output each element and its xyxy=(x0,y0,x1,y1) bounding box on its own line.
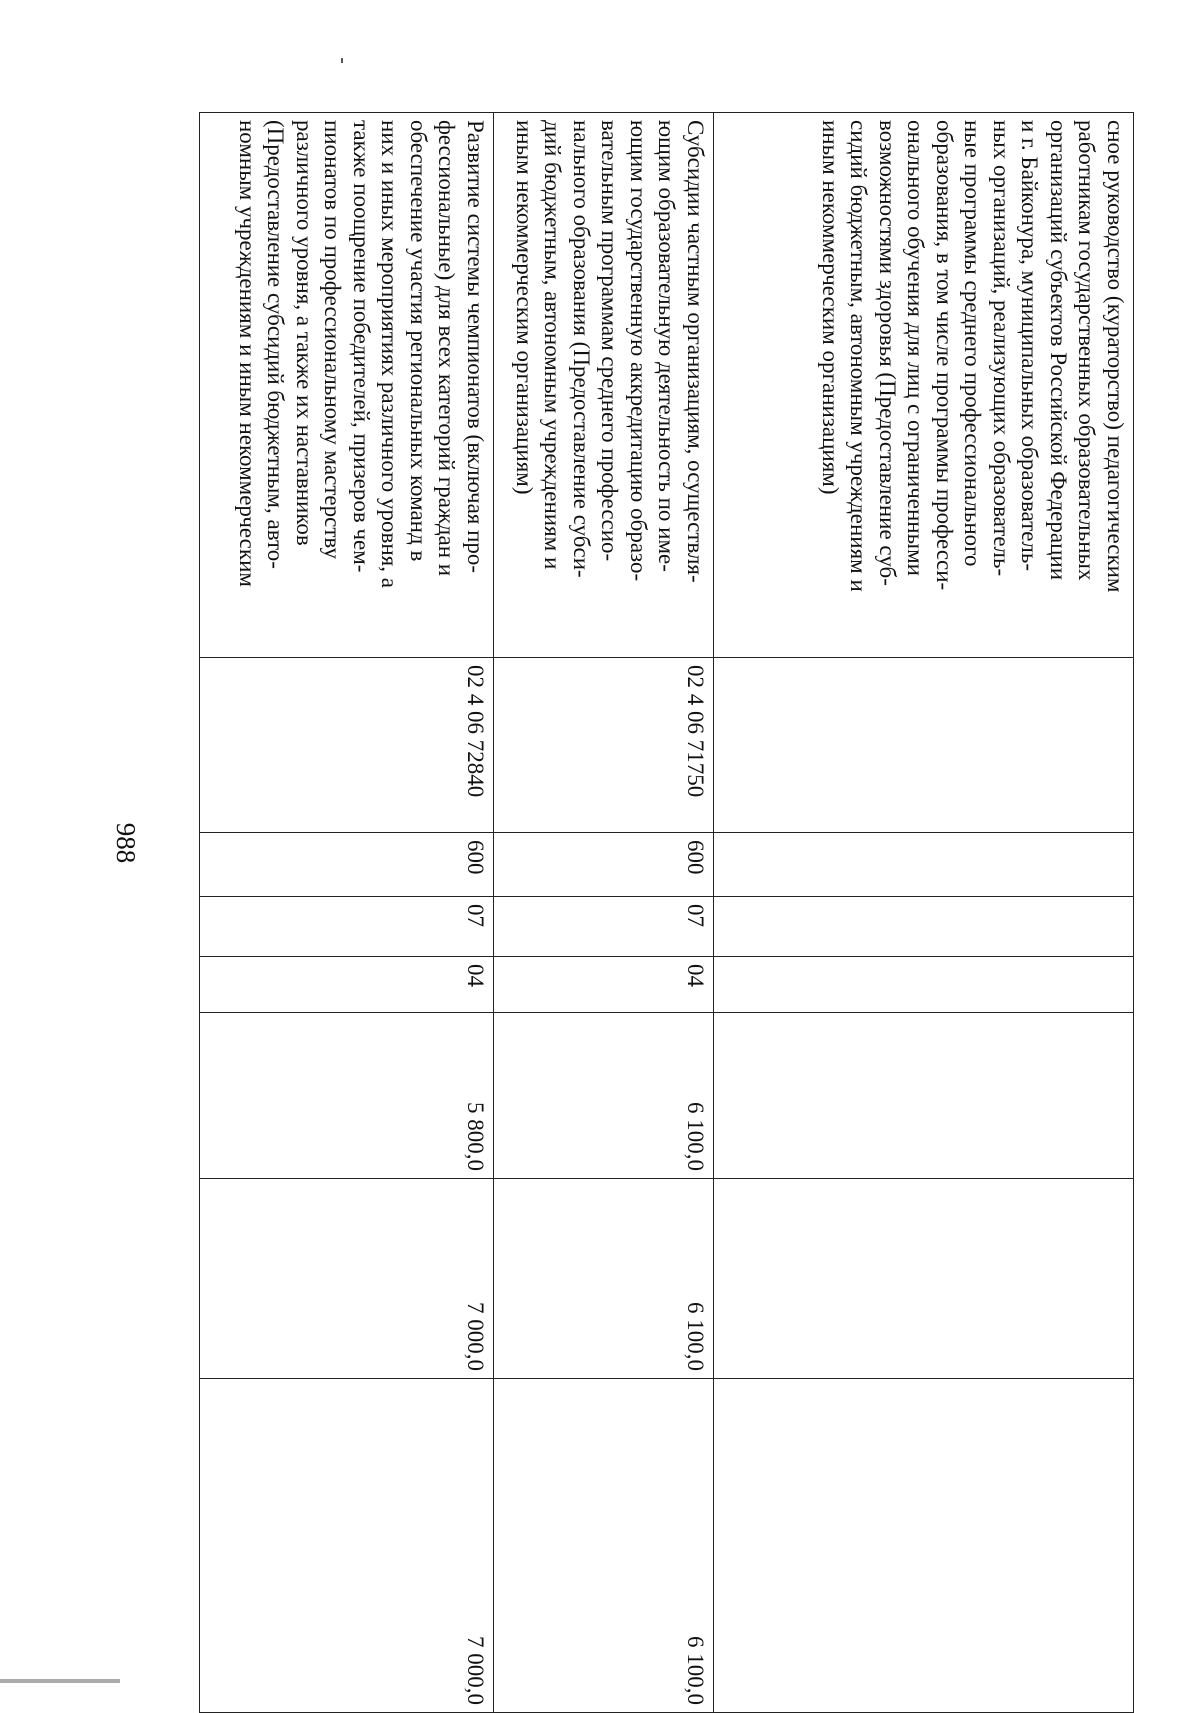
scan-artifact-edge xyxy=(0,1679,120,1683)
scan-artifact-dot xyxy=(341,58,343,63)
amount-year2-cell: 7 000,0 xyxy=(200,1179,494,1379)
expense-type-cell xyxy=(714,833,1134,897)
budget-table xyxy=(199,112,1134,1713)
table-row xyxy=(494,113,714,1713)
row-description: Субсидии частным организациям, осуществля- ющим образовательную деятельность по име- ющим государственную аккредитацию образо- вательным программам среднего профессио- нального образования (Предоставление субси- дий бюджетным, автономным учреждениям и иным некоммерческим организациям) xyxy=(494,113,714,658)
subsection-cell xyxy=(714,957,1134,1013)
amount-year2-cell: 6 100,0 xyxy=(494,1179,714,1379)
section-cell: 07 xyxy=(200,897,494,957)
table-row xyxy=(200,113,494,1713)
amount-year3-cell: 6 100,0 xyxy=(494,1379,714,1713)
row-description: сное руководство (кураторство) педагогическим работникам государственных образовательных организаций субъектов Российской Федерации и г. Байконура, муниципальных образователь- ных организаций, реализующих образователь- ные программы среднего профессионального образования, в том числе программы професси- онального обучения для лиц с ограниченными возможностями здоровья (Предоставление суб- сидий бюджетным, автономным учреждениям и иным некоммерческим организациям) xyxy=(714,113,1134,658)
amount-year3-cell: 7 000,0 xyxy=(200,1379,494,1713)
table-row xyxy=(714,113,1134,1713)
amount-year3-cell xyxy=(714,1379,1134,1713)
section-cell: 07 xyxy=(494,897,714,957)
expense-type-cell: 600 xyxy=(200,833,494,897)
subsection-cell: 04 xyxy=(494,957,714,1013)
amount-year1-cell xyxy=(714,1013,1134,1179)
target-code-cell xyxy=(714,658,1134,833)
section-cell xyxy=(714,897,1134,957)
target-code-cell: 02 4 06 71750 xyxy=(494,658,714,833)
page-number: 988 xyxy=(111,822,141,864)
subsection-cell: 04 xyxy=(200,957,494,1013)
rotated-table-container xyxy=(200,112,1134,1712)
amount-year1-cell: 6 100,0 xyxy=(494,1013,714,1179)
target-code-cell: 02 4 06 72840 xyxy=(200,658,494,833)
row-description: Развитие системы чемпионатов (включая про- фессиональные) для всех категорий граждан и обеспечение участия региональных команд в них и иных мероприятиях различного уровня, а также поощрение победителей, призеров чем- пионатов по профессиональному мастерству различного уровня, а также их наставников (Предоставление субсидий бюджетным, авто- номным учреждениям и иным некоммерческим xyxy=(200,113,494,658)
amount-year2-cell xyxy=(714,1179,1134,1379)
amount-year1-cell: 5 800,0 xyxy=(200,1013,494,1179)
expense-type-cell: 600 xyxy=(494,833,714,897)
